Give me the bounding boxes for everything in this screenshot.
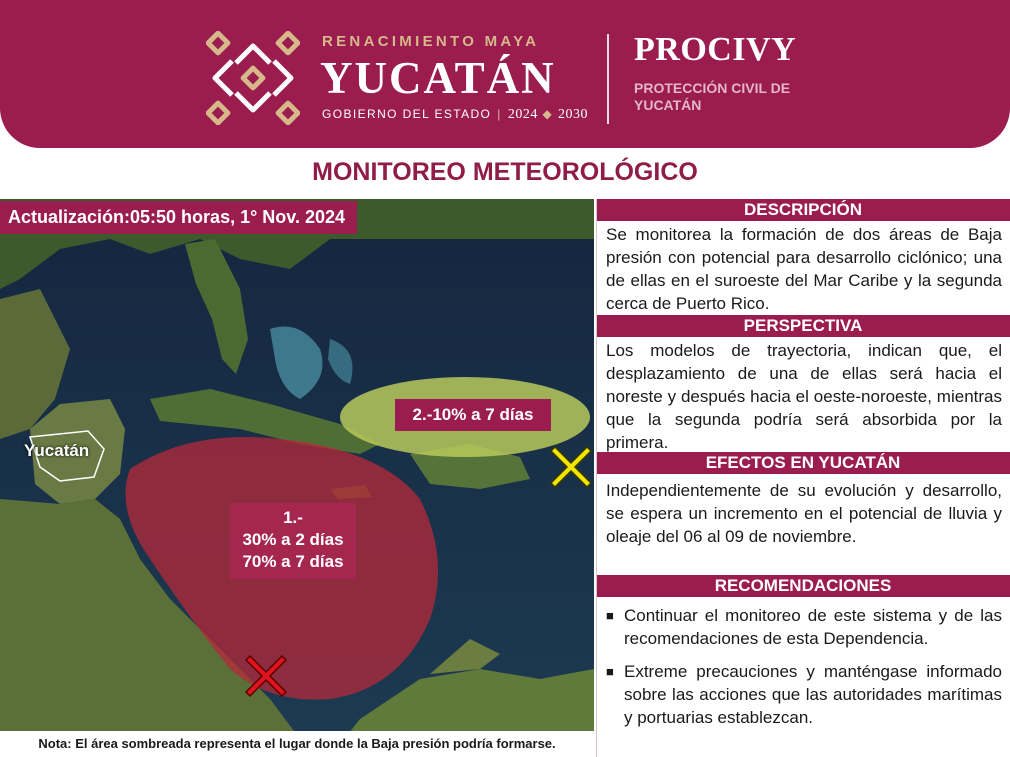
recommendation-item [606,604,1002,650]
update-timestamp-badge: Actualización:05:50 horas, 1° Nov. 2024 [0,201,357,234]
agency-title: PROCIVY [634,31,797,68]
section-descripcion-title: DESCRIPCIÓN [596,199,1010,221]
term-start: 2024 [507,107,538,122]
recommendation-item [606,660,1002,729]
brand-title: YUCATÁN [320,53,556,103]
header-divider [607,34,609,124]
term-dot: ◆ [537,107,558,121]
square-bullet-icon: ■ [606,664,614,679]
government-label: GOBIERNO DEL ESTADO [322,107,492,121]
page-title: MONITOREO METEOROLÓGICO [312,158,698,186]
section-efectos-title: EFECTOS EN YUCATÁN [596,452,1010,474]
square-bullet-icon: ■ [606,608,614,623]
area2-probability-label: 2.-10% a 7 días [395,399,551,431]
section-efectos-text: Independientemente de su evolución y desarrollo, se espera un incremento en el potencial de lluvia y oleaje del 06 al 09 de noviembre. [606,481,1002,546]
map-graphic [0,199,594,757]
area1-7day-probability: 70% a 7 días [242,552,344,571]
section-descripcion-text: Se monitorea la formación de dos áreas de Baja presión con potencial para desarrollo ciclónico; una de ellas en el suroeste del Mar Caribe y la segunda cerca de Puerto Rico. [606,225,1002,313]
brand-kicker: RENACIMIENTO MAYA [322,33,540,50]
satellite-map [0,199,594,757]
section-perspectiva-title: PERSPECTIVA [596,315,1010,337]
area1-probability-label [230,503,356,579]
maya-pattern-logo-icon [206,31,300,125]
map-label-yucatan: Yucatán [24,441,90,460]
map-note: Nota: El área sombreada representa el lugar donde la Baja presión podría formarse. [0,731,594,757]
section-recomendaciones-list [606,604,1002,739]
section-perspectiva-text: Los modelos de trayectoria, indican que, el desplazamiento de una de ellas será hacia el noreste y después hacia el oeste-noroeste, mientras que la segunda podría será absorbida por la primera. [606,341,1002,452]
brand-subtitle [322,107,588,123]
recommendation-text: Continuar el monitoreo de este sistema y de las recomendaciones de esta Dependencia. [624,606,1002,648]
header-banner [0,0,1010,148]
subtitle-separator: | [497,107,502,121]
term-end: 2030 [557,107,588,122]
recommendation-text: Extreme precauciones y manténgase informado sobre las acciones que las autoridades marítimas y portuarias establezcan. [624,662,1002,727]
section-recomendaciones-title: RECOMENDACIONES [596,575,1010,597]
agency-subtitle: PROTECCIÓN CIVIL DE YUCATÁN [634,80,791,113]
area1-48h-probability: 30% a 2 días [242,530,344,549]
area1-number: 1.- [283,508,303,527]
